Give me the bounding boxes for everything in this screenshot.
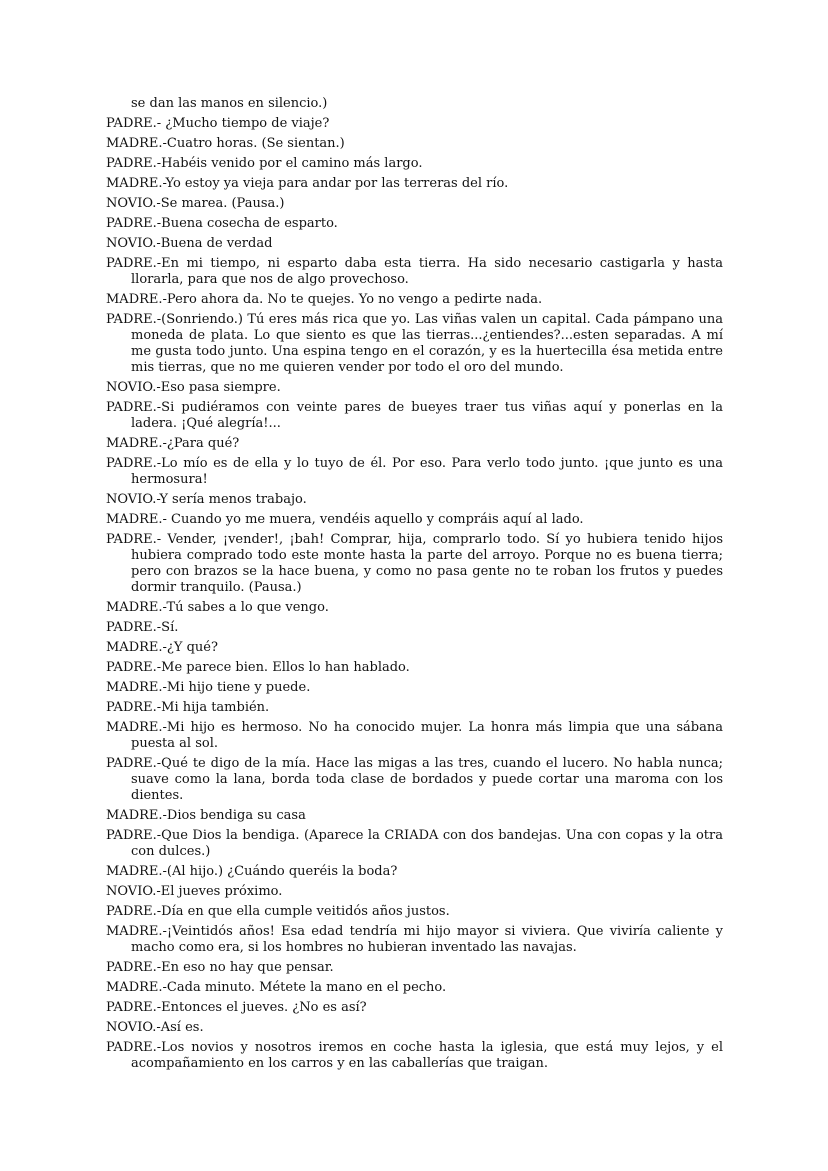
dialogue-line: MADRE.-(Al hijo.) ¿Cuándo queréis la boda? (106, 864, 398, 879)
dialogue-line: PADRE.-En eso no hay que pensar. (106, 960, 334, 975)
dialogue-line: MADRE.-Cuatro horas. (Se sientan.) (106, 136, 345, 151)
dialogue-line: MADRE.-Cada minuto. Métete la mano en el pecho. (106, 980, 447, 995)
dialogue-line: PADRE.-En mi tiempo, ni esparto daba esta tierra. Ha sido necesario castigarla y hasta llorarla, para que nos de algo provechoso. (106, 256, 723, 287)
dialogue-line: NOVIO.-Y sería menos trabajo. (106, 492, 307, 507)
dialogue-line: PADRE.-Me parece bien. Ellos lo han hablado. (106, 660, 410, 675)
dialogue-line: MADRE.-Dios bendiga su casa (106, 808, 306, 823)
dialogue-line: NOVIO.-Eso pasa siempre. (106, 380, 281, 395)
dialogue-line: MADRE.-Yo estoy ya vieja para andar por las terreras del río. (106, 176, 509, 191)
dialogue-line: PADRE.-Si pudiéramos con veinte pares de bueyes traer tus viñas aquí y ponerlas en la ladera. ¡Qué alegría!... (106, 400, 723, 431)
dialogue-line: MADRE.-Mi hijo tiene y puede. (106, 680, 311, 695)
dialogue-line: PADRE.-Los novios y nosotros iremos en coche hasta la iglesia, que está muy lejos, y el acompañamiento en los carros y en las caballerías que traigan. (106, 1040, 723, 1071)
dialogue-line: NOVIO.-Buena de verdad (106, 236, 273, 251)
dialogue-line: PADRE.-Día en que ella cumple veitidós años justos. (106, 904, 450, 919)
dialogue-line: MADRE.-Tú sabes a lo que vengo. (106, 600, 329, 615)
dialogue-line: MADRE.-¡Veintidós años! Esa edad tendría mi hijo mayor si viviera. Que viviría caliente y macho como era, si los hombres no hubieran inventado las navajas. (106, 924, 723, 955)
dialogue-line: NOVIO.-Así es. (106, 1020, 204, 1035)
dialogue-line: PADRE.-Mi hija también. (106, 700, 270, 715)
dialogue-line: PADRE.-Sí. (106, 620, 179, 635)
dialogue-line: PADRE.-Entonces el jueves. ¿No es así? (106, 1000, 367, 1015)
dialogue-line: MADRE.-Pero ahora da. No te quejes. Yo no vengo a pedirte nada. (106, 292, 543, 307)
dialogue-line: PADRE.- Vender, ¡vender!, ¡bah! Comprar, hija, comprarlo todo. Sí yo hubiera tenido hijos hubiera comprado todo este monte hasta la parte del arroyo. Porque no es buena tierra; pero con brazos se la hace buena, y como no pasa gente no te roban los frutos y puedes dormir tranquilo. (Pausa.) (106, 532, 723, 595)
dialogue-line: PADRE.-Buena cosecha de esparto. (106, 216, 338, 231)
dialogue-line: PADRE.-Que Dios la bendiga. (Aparece la CRIADA con dos bandejas. Una con copas y la otra con dulces.) (106, 828, 723, 859)
dialogue-line: MADRE.-¿Para qué? (106, 436, 240, 451)
script-page (106, 96, 723, 1076)
stage-direction-continuation: se dan las manos en silencio.) (131, 96, 328, 111)
dialogue-line: PADRE.-Qué te digo de la mía. Hace las migas a las tres, cuando el lucero. No habla nunca; suave como la lana, borda toda clase de bordados y puede cortar una maroma con los dientes. (106, 756, 723, 803)
dialogue-line: PADRE.-Habéis venido por el camino más largo. (106, 156, 423, 171)
dialogue-line: NOVIO.-El jueves próximo. (106, 884, 283, 899)
dialogue-line: MADRE.-Mi hijo es hermoso. No ha conocido mujer. La honra más limpia que una sábana puesta al sol. (106, 720, 723, 751)
dialogue-line: PADRE.- ¿Mucho tiempo de viaje? (106, 116, 330, 131)
dialogue-line: PADRE.-(Sonriendo.) Tú eres más rica que yo. Las viñas valen un capital. Cada pámpano una moneda de plata. Lo que siento es que las tierras...¿entiendes?...esten separadas. A mí me gusta todo junto. Una espina tengo en el corazón, y es la huertecilla ésa metida entre mis tierras, que no me quieren vender por todo el oro del mundo. (106, 312, 723, 375)
dialogue-line: NOVIO.-Se marea. (Pausa.) (106, 196, 285, 211)
dialogue-line: MADRE.- Cuando yo me muera, vendéis aquello y compráis aquí al lado. (106, 512, 584, 527)
dialogue-line: MADRE.-¿Y qué? (106, 640, 218, 655)
dialogue-line: PADRE.-Lo mío es de ella y lo tuyo de él. Por eso. Para verlo todo junto. ¡que junto es una hermosura! (106, 456, 723, 487)
